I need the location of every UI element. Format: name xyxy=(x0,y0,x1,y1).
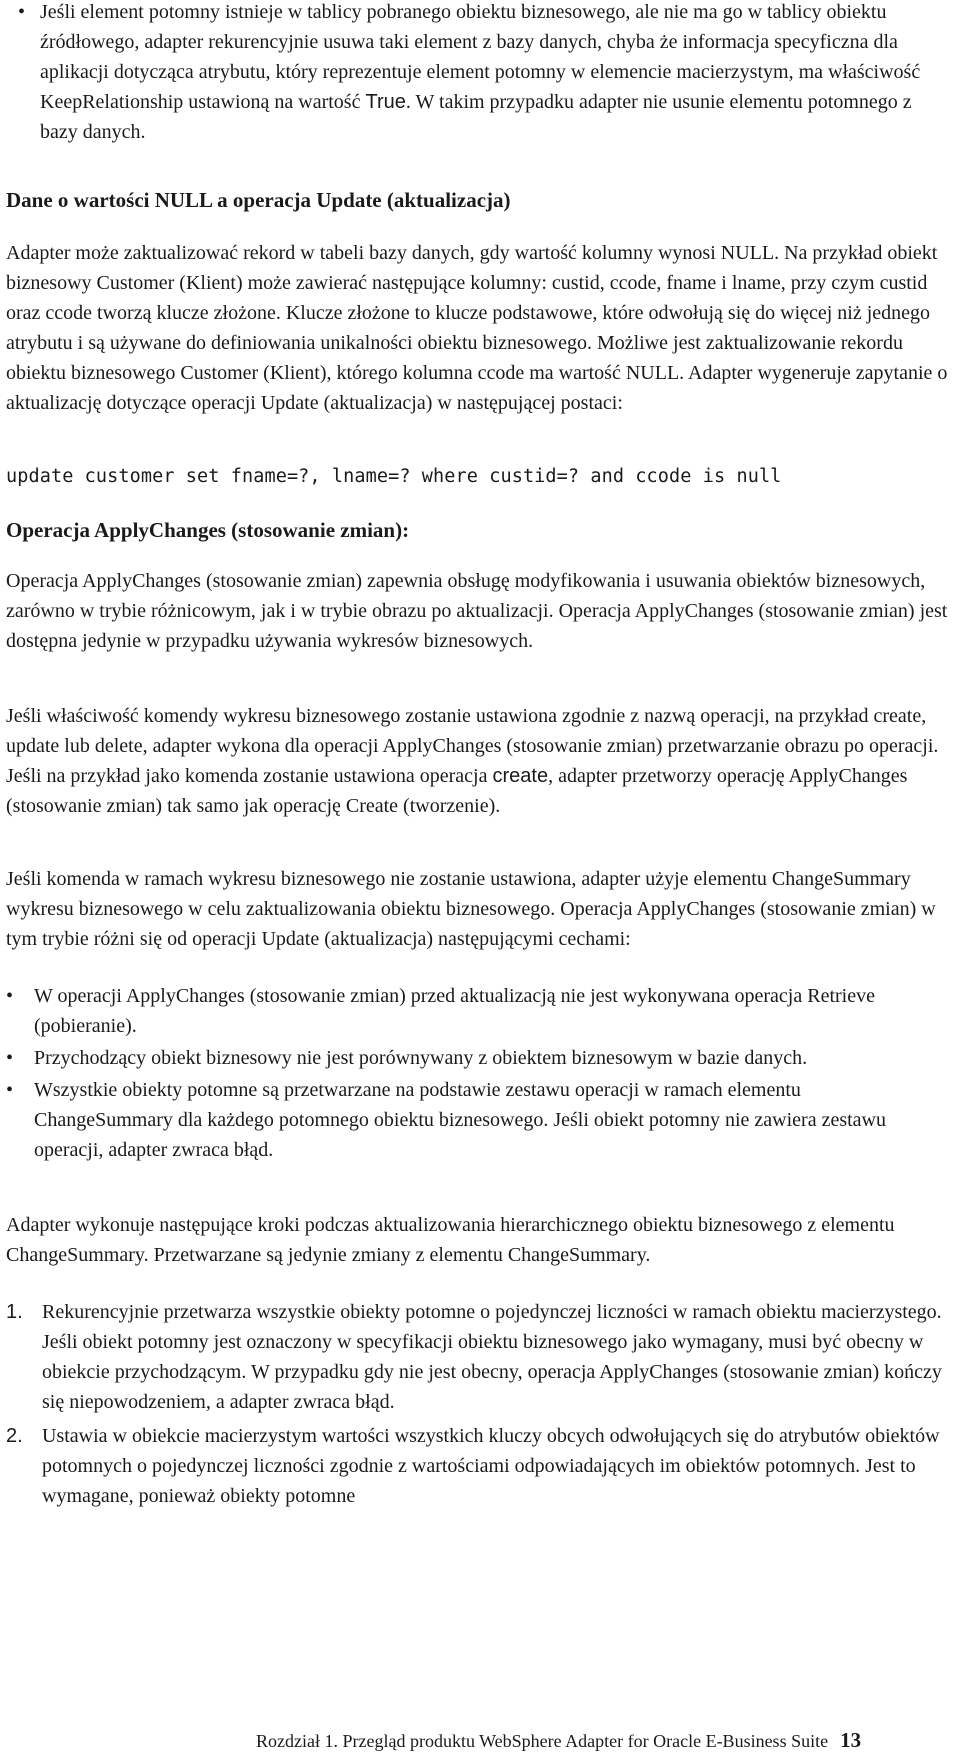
sql-code-example: update customer set fname=?, lname=? where custid=? and ccode is null xyxy=(6,466,782,487)
list-item: 2. Ustawia w obiekcie macierzystym wartości wszystkich kluczy obcych odwołujących się do atrybutów obiektów potomnych o pojedynczej liczności zgodnie z wartościami odpowiadających im obiektów potomnych. Jest to wymagane, ponieważ obiekty potomne xyxy=(6,1421,950,1511)
bullet-marker: • xyxy=(6,1047,14,1069)
steps-list xyxy=(6,1297,950,1511)
null-update-heading: Dane o wartości NULL a operacja Update (aktualizacja) xyxy=(6,188,511,212)
list-item: • Wszystkie obiekty potomne są przetwarzane na podstawie zestawu operacji w ramach elementu ChangeSummary dla każdego potomnego obiektu biznesowego. Jeśli obiekt potomny nie zawiera zestawu operacji, adapter zwraca błąd. xyxy=(0,1075,944,1165)
applychanges-paragraph-2: Jeśli właściwość komendy wykresu biznesowego zostanie ustawiona zgodnie z nazwą operacji, na przykład create, update lub delete, adapter wykona dla operacji ApplyChanges (stosowanie zmian) przetwarzanie obrazu po operacji. Jeśli na przykład jako komenda zostanie ustawiona operacja create, adapter przetworzy operację ApplyChanges (stosowanie zmian) tak samo jak operację Create (tworzenie). xyxy=(6,705,939,817)
difference-bullet-list xyxy=(0,981,944,1165)
applychanges-paragraph-1: Operacja ApplyChanges (stosowanie zmian) zapewnia obsługę modyfikowania i usuwania obiektów biznesowych, zarówno w trybie różnicowym, jak i w trybie obrazu po aktualizacji. Operacja ApplyChanges (stosowanie zmian) jest dostępna jedynie w przypadku używania wykresów biznesowych. xyxy=(6,570,948,652)
applychanges-paragraph-3: Jeśli komenda w ramach wykresu biznesowego nie zostanie ustawiona, adapter użyje elementu ChangeSummary wykresu biznesowego w celu zaktualizowania obiektu biznesowego. Operacja ApplyChanges (stosowanie zmian) w tym trybie różni się od operacji Update (aktualizacja) następującymi cechami: xyxy=(6,868,936,950)
applychanges-heading: Operacja ApplyChanges (stosowanie zmian): xyxy=(6,518,410,542)
inline-code-create: create xyxy=(492,765,549,787)
bullet-marker: • xyxy=(18,1,26,23)
step-number: 1. xyxy=(6,1301,23,1323)
null-update-paragraph: Adapter może zaktualizować rekord w tabeli bazy danych, gdy wartość kolumny wynosi NULL. Na przykład obiekt biznesowy Customer (Klient) może zawierać następujące kolumny: custid, ccode, fname i lname, przy czym custid oraz ccode tworzą klucze złożone. Klucze złożone to klucze podstawowe, które odwołują się do więcej niż jednego atrybutu i są używane do definiowania unikalności obiektu biznesowego. Możliwe jest zaktualizowanie rekordu obiektu biznesowego Customer (Klient), którego kolumna ccode ma wartość NULL. Adapter wygeneruje zapytanie o aktualizację dotyczące operacji Update (aktualizacja) w następującej postaci: xyxy=(6,242,948,414)
list-item: • Przychodzący obiekt biznesowy nie jest porównywany z obiektem biznesowym w bazie danych. xyxy=(0,1043,944,1073)
page-number: 13 xyxy=(840,1728,862,1752)
intro-bullet-text: Jeśli element potomny istnieje w tablicy pobranego obiektu biznesowego, ale nie ma go w tablicy obiektu źródłowego, adapter rekurencyjnie usuwa taki element z bazy danych, chyba że informacja specyficzna dla aplikacji dotycząca atrybutu, który reprezentuje element potomny w elemencie macierzystym, ma właściwość KeepRelationship ustawioną na wartość True. W takim przypadku adapter nie usunie elementu potomnego z bazy danych. xyxy=(40,1,921,143)
page-footer xyxy=(256,1728,861,1753)
bullet-marker: • xyxy=(6,985,14,1007)
list-item xyxy=(6,0,950,147)
intro-bullet xyxy=(6,0,950,147)
list-item: 1. Rekurencyjnie przetwarza wszystkie obiekty potomne o pojedynczej liczności w ramach obiektu macierzystego. Jeśli obiekt potomny jest oznaczony w specyfikacji obiektu biznesowego jako wymagany, musi być obecny w obiekcie przychodzącym. W przypadku gdy nie jest obecny, operacja ApplyChanges (stosowanie zmian) kończy się niepowodzeniem, a adapter zwraca błąd. xyxy=(6,1297,950,1417)
footer-chapter-title: Rozdział 1. Przegląd produktu WebSphere Adapter for Oracle E-Business Suite xyxy=(256,1731,829,1751)
list-item: • W operacji ApplyChanges (stosowanie zmian) przed aktualizacją nie jest wykonywana operacja Retrieve (pobieranie). xyxy=(0,981,944,1041)
inline-code-true: True xyxy=(365,91,406,113)
bullet-marker: • xyxy=(6,1079,14,1101)
applychanges-paragraph-4: Adapter wykonuje następujące kroki podczas aktualizowania hierarchicznego obiektu biznesowego z elementu ChangeSummary. Przetwarzane są jedynie zmiany z elementu ChangeSummary. xyxy=(6,1214,895,1266)
step-number: 2. xyxy=(6,1425,23,1447)
